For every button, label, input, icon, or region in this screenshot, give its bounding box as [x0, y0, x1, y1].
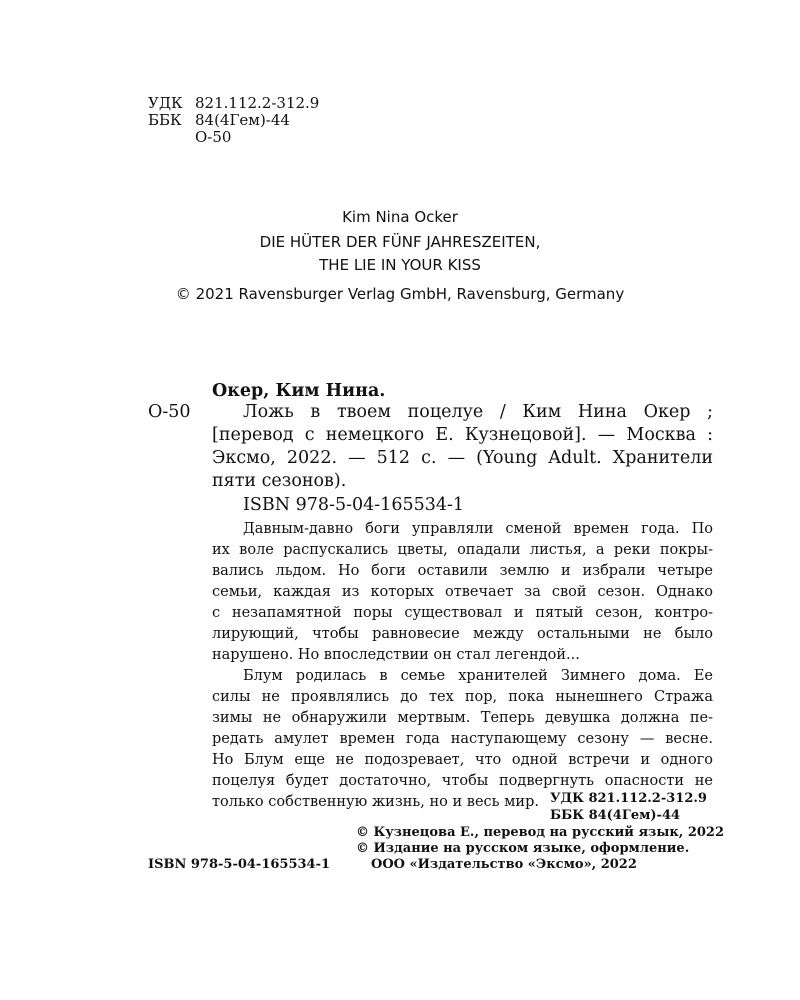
bib-sign: О-50 — [148, 402, 191, 422]
annotation-line: силы не проявлялись до тех пор, пока нынешнего Стража — [212, 689, 713, 705]
annotation-line: зимы не обнаружили мертвым. Теперь девушка должна пе- — [212, 710, 713, 726]
annotation-line: лирующий, чтобы равновесие между остальными не было — [212, 626, 713, 642]
bib-line: Эксмо, 2022. — 512 с. — (Young Adult. Хранители — [212, 448, 713, 468]
bib-line: [перевод с немецкого Е. Кузнецовой]. — Москва : — [212, 425, 713, 445]
annotation-line: только собственную жизнь, но и весь мир. — [212, 794, 539, 810]
udk-label: УДК — [148, 94, 183, 112]
annotation-line: нарушено. Но впоследствии он стал легендой... — [212, 647, 580, 663]
footer-copyright-publisher: ООО «Издательство «Эксмо», 2022 — [371, 857, 637, 872]
footer-isbn: ISBN 978-5-04-165534-1 — [148, 857, 331, 872]
bbk-value: 84(4Гем)-44 — [195, 111, 290, 129]
bib-isbn: ISBN 978-5-04-165534-1 — [243, 495, 465, 515]
annotation-line: семьи, каждая из которых отвечает за свой сезон. Однако — [212, 584, 713, 600]
bbk-label: ББК — [148, 111, 182, 129]
bib-line: Ложь в твоем поцелуе / Ким Нина Окер ; — [243, 402, 713, 422]
annotation-line: Но Блум еще не подозревает, что одной встречи и одного — [212, 752, 713, 768]
footer-udk: УДК 821.112.2-312.9 — [550, 791, 707, 806]
annotation-line: вались льдом. Но боги оставили землю и избрали четыре — [212, 563, 713, 579]
original-title-line2: THE LIE IN YOUR KISS — [319, 256, 481, 274]
footer-copyright-edition: © Издание на русском языке, оформление. — [356, 841, 690, 856]
bib-line: пяти сезонов). — [212, 471, 347, 491]
footer-copyright-translation: © Кузнецова Е., перевод на русский язык, 2022 — [356, 825, 724, 840]
annotation-line: редать амулет времен года наступающему сезону — весне. — [212, 731, 713, 747]
author-sign: О-50 — [195, 128, 232, 146]
footer-bbk: ББК 84(4Гем)-44 — [550, 808, 681, 823]
annotation-line: с незапамятной поры существовал и пятый сезон, контро- — [212, 605, 713, 621]
original-title-line1: DIE HÜTER DER FÜNF JAHRESZEITEN, — [259, 233, 541, 251]
annotation-line: поцелуя будет достаточно, чтобы подвергнуть опасности не — [212, 773, 713, 789]
annotation-line: Блум родилась в семье хранителей Зимнего дома. Ее — [243, 668, 713, 684]
annotation-line: Давным-давно боги управляли сменой времен года. По — [243, 521, 713, 537]
bib-author-heading: Окер, Ким Нина. — [212, 381, 386, 401]
original-copyright: © 2021 Ravensburger Verlag GmbH, Ravensburg, Germany — [175, 285, 625, 303]
udk-value: 821.112.2-312.9 — [195, 94, 320, 112]
original-author: Kim Nina Ocker — [342, 208, 458, 226]
annotation-line: их воле распускались цветы, опадали листья, а реки покры- — [212, 542, 713, 558]
